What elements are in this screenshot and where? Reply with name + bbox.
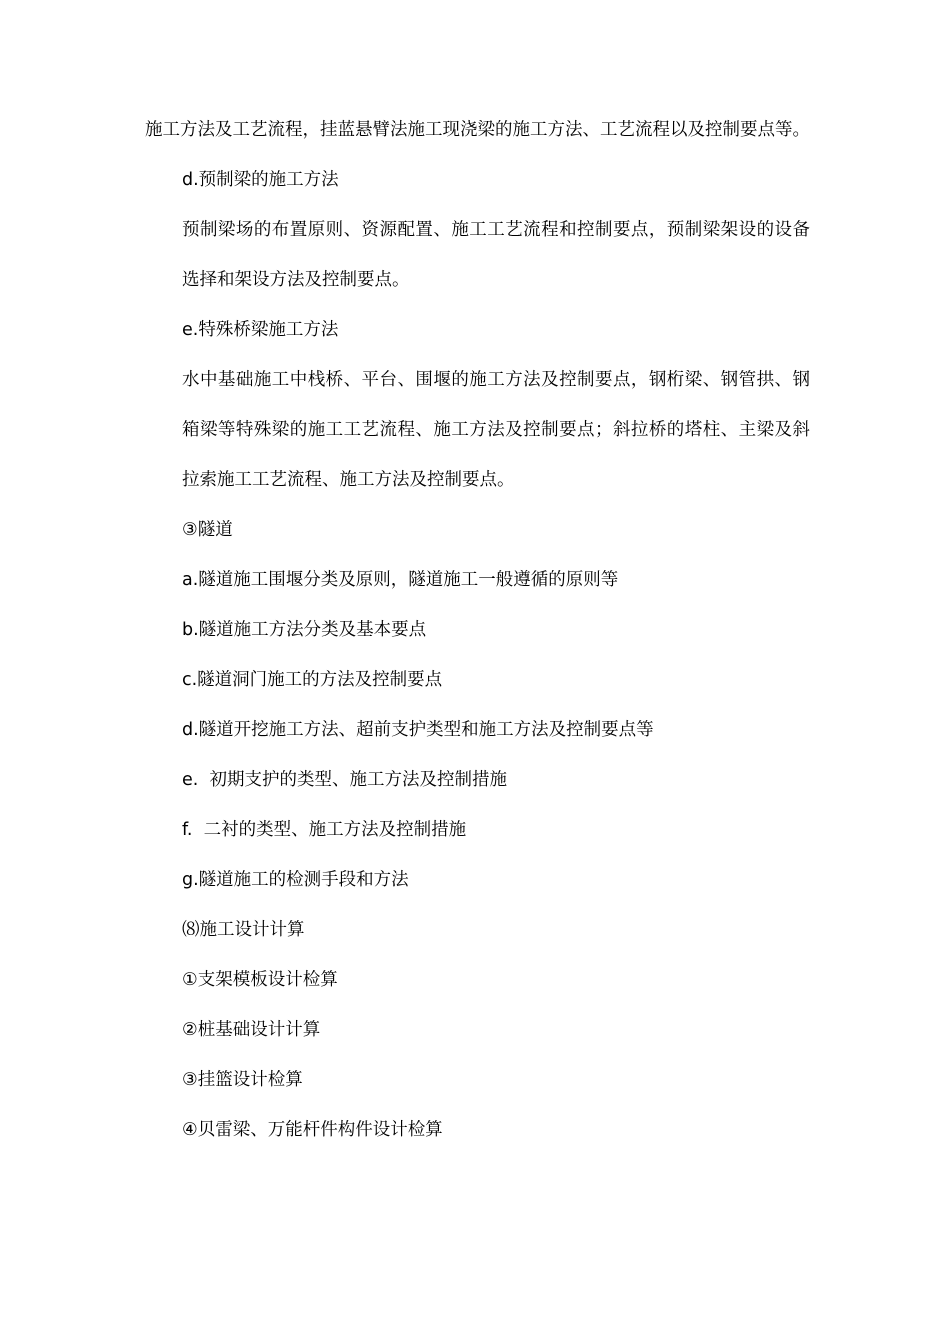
list-item-calc-1: ①支架模板设计检算 <box>182 970 338 990</box>
paragraph-precast-beam: 预制梁场的布置原则、资源配置、施工工艺流程和控制要点，预制梁架设的设备选择和架设方法及控制要点。 <box>182 220 810 290</box>
list-item-tunnel-c: c.隧道洞门施工的方法及控制要点 <box>182 670 443 690</box>
list-item-tunnel-e: e. 初期支护的类型、施工方法及控制措施 <box>182 770 507 790</box>
heading-tunnel: ③隧道 <box>182 520 233 540</box>
heading-special-bridge: e.特殊桥梁施工方法 <box>182 320 339 340</box>
heading-design-calculation: ⑻施工设计计算 <box>182 920 305 940</box>
list-item-tunnel-b: b.隧道施工方法分类及基本要点 <box>182 620 427 640</box>
document-body <box>145 105 810 1155</box>
list-item-tunnel-d: d.隧道开挖施工方法、超前支护类型和施工方法及控制要点等 <box>182 720 654 740</box>
list-item-tunnel-g: g.隧道施工的检测手段和方法 <box>182 870 409 890</box>
paragraph-construction-methods: 施工方法及工艺流程，挂蓝悬臂法施工现浇梁的施工方法、工艺流程以及控制要点等。 <box>145 120 810 140</box>
paragraph-special-bridge: 水中基础施工中栈桥、平台、围堰的施工方法及控制要点，钢桁梁、钢管拱、钢箱梁等特殊梁的施工工艺流程、施工方法及控制要点；斜拉桥的塔柱、主梁及斜拉索施工工艺流程、施工方法及控制要点。 <box>182 370 810 490</box>
list-item-tunnel-f: f. 二衬的类型、施工方法及控制措施 <box>182 820 467 840</box>
list-item-calc-2: ②桩基础设计计算 <box>182 1020 321 1040</box>
list-item-tunnel-a: a.隧道施工围堰分类及原则，隧道施工一般遵循的原则等 <box>182 570 619 590</box>
list-item-calc-4: ④贝雷梁、万能杆件构件设计检算 <box>182 1120 443 1140</box>
heading-precast-beam: d.预制梁的施工方法 <box>182 170 339 190</box>
list-item-calc-3: ③挂篮设计检算 <box>182 1070 303 1090</box>
